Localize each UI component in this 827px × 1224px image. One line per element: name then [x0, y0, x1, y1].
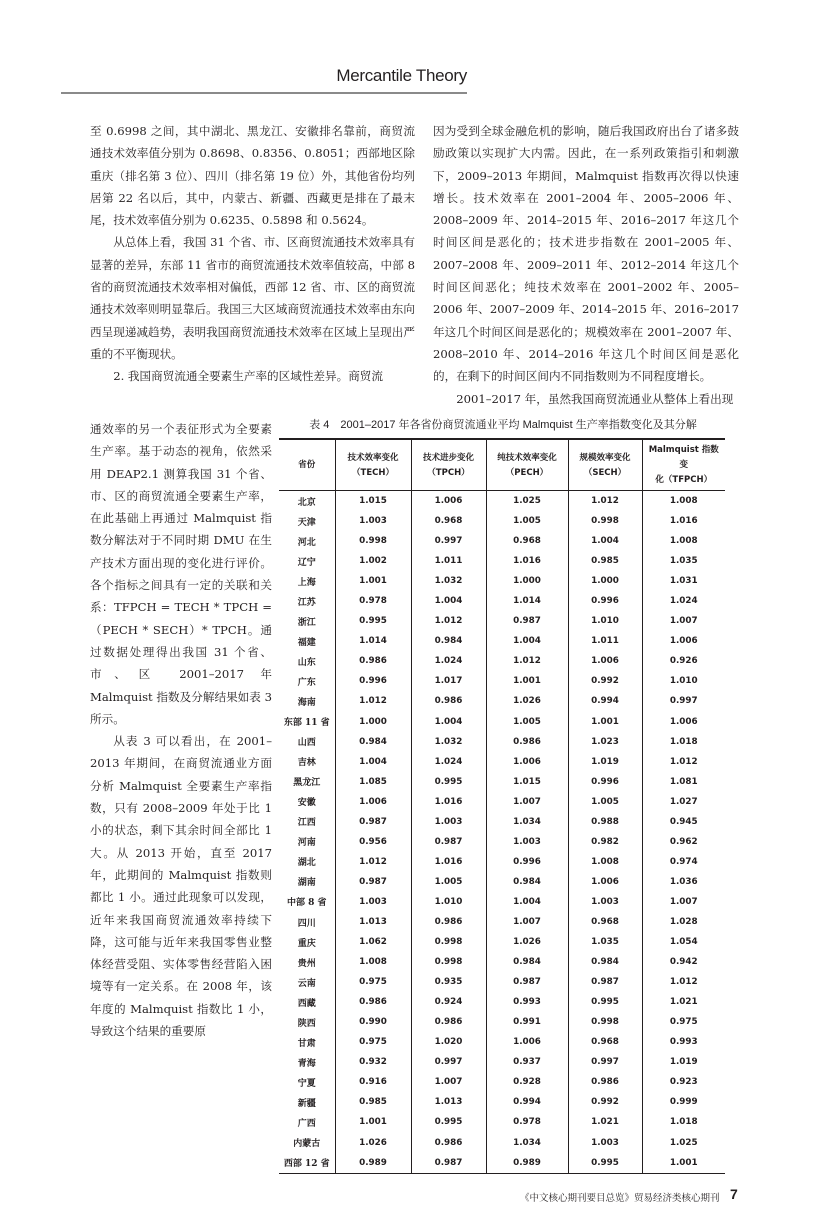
- table-row: [279, 772, 725, 792]
- value-cell: 0.989: [486, 1153, 568, 1174]
- value-cell: 1.025: [642, 1133, 725, 1153]
- value-cell: 1.016: [486, 551, 568, 571]
- province-cell: 云南: [297, 978, 316, 989]
- value-cell: 1.006: [568, 872, 642, 892]
- table-row: [279, 1092, 725, 1112]
- province-cell: 西藏: [297, 998, 316, 1009]
- value-cell: 0.986: [411, 691, 486, 711]
- table-row: [279, 1133, 725, 1153]
- value-cell: 1.003: [568, 892, 642, 912]
- table-row: [279, 571, 725, 591]
- value-cell: 1.006: [568, 651, 642, 671]
- value-cell: 0.945: [642, 812, 725, 832]
- value-cell: 1.006: [411, 491, 486, 512]
- value-cell: 1.004: [568, 531, 642, 551]
- value-cell: 1.006: [642, 712, 725, 732]
- value-cell: 1.002: [335, 551, 411, 571]
- table-row: [279, 1153, 725, 1174]
- value-cell: 1.081: [642, 772, 725, 792]
- paragraph: 从总体上看，我国 31 个省、市、区商贸流通技术效率具有显著的差异，东部 11 省市的商贸流通技术效率值较高，中部 8 省的商贸流通技术效率相对偏低，西部 12 省、市、区的商贸流通技术效率则明显靠后。我国三大区域商贸流通技术效率由东向西呈现递减趋势，表明我国商贸流通技术效率在区域上呈现出严重的不平衡现状。: [90, 235, 415, 361]
- value-cell: 1.007: [486, 912, 568, 932]
- province-cell: 新疆: [297, 1098, 316, 1109]
- table-row: [279, 992, 725, 1012]
- value-cell: 0.996: [486, 852, 568, 872]
- province-cell: 上海: [297, 577, 316, 588]
- header-subtext: （SECH）: [583, 467, 627, 478]
- table-row: [279, 732, 725, 752]
- value-cell: 1.026: [486, 932, 568, 952]
- value-cell: 1.025: [486, 491, 568, 512]
- value-cell: 0.995: [411, 1112, 486, 1132]
- value-cell: 0.975: [335, 972, 411, 992]
- value-cell: 1.000: [335, 712, 411, 732]
- value-cell: 1.034: [486, 1133, 568, 1153]
- province-cell: 内蒙古: [293, 1139, 321, 1150]
- value-cell: 0.916: [335, 1072, 411, 1092]
- header-sech: [568, 439, 642, 491]
- table-row: [279, 752, 725, 772]
- province-cell: 湖南: [297, 878, 316, 889]
- running-header: [61, 66, 467, 94]
- value-cell: 0.994: [568, 691, 642, 711]
- value-cell: 1.003: [568, 1133, 642, 1153]
- value-cell: 0.984: [568, 952, 642, 972]
- value-cell: 0.988: [568, 812, 642, 832]
- value-cell: 0.975: [335, 1032, 411, 1052]
- value-cell: 0.992: [568, 1092, 642, 1112]
- value-cell: 1.020: [411, 1032, 486, 1052]
- header-text: Malmquist 指数变: [648, 445, 719, 470]
- right-column-body: [433, 120, 739, 410]
- header-subtext: （TECH）: [352, 467, 394, 478]
- province-cell: 山西: [297, 738, 316, 749]
- province-cell: 中部 8 省: [286, 898, 327, 909]
- province-cell: 天津: [297, 517, 316, 528]
- value-cell: 0.990: [335, 1012, 411, 1032]
- province-cell: 青海: [297, 1058, 316, 1069]
- value-cell: 1.021: [568, 1112, 642, 1132]
- value-cell: 0.942: [642, 952, 725, 972]
- footer-journal-note: 《中文核心期刊要目总览》贸易经济类核心期刊: [520, 1193, 720, 1204]
- value-cell: 1.015: [486, 772, 568, 792]
- value-cell: 0.935: [411, 972, 486, 992]
- value-cell: 1.007: [642, 611, 725, 631]
- value-cell: 1.001: [335, 1112, 411, 1132]
- value-cell: 0.997: [411, 531, 486, 551]
- table-row: [279, 852, 725, 872]
- table-row: [279, 531, 725, 551]
- value-cell: 1.011: [411, 551, 486, 571]
- value-cell: 0.987: [486, 972, 568, 992]
- value-cell: 1.003: [486, 832, 568, 852]
- paragraph: 2001–2017 年，虽然我国商贸流通业从整体上看出现: [456, 391, 734, 406]
- value-cell: 1.014: [335, 631, 411, 651]
- table-row: [279, 972, 725, 992]
- value-cell: 0.985: [568, 551, 642, 571]
- value-cell: 1.054: [642, 932, 725, 952]
- value-cell: 0.926: [642, 651, 725, 671]
- value-cell: 1.007: [642, 892, 725, 912]
- value-cell: 1.016: [411, 852, 486, 872]
- value-cell: 1.006: [335, 792, 411, 812]
- section-heading-paragraph: 2. 我国商贸流通全要素生产率的区域性差异。商贸流: [113, 369, 383, 384]
- value-cell: 0.987: [568, 972, 642, 992]
- province-cell: 广东: [297, 677, 316, 688]
- table-row: [279, 832, 725, 852]
- value-cell: 0.982: [568, 832, 642, 852]
- value-cell: 0.956: [335, 832, 411, 852]
- value-cell: 1.008: [568, 852, 642, 872]
- value-cell: 1.085: [335, 772, 411, 792]
- province-cell: 海南: [297, 697, 316, 708]
- value-cell: 1.005: [568, 792, 642, 812]
- table-row: [279, 1012, 725, 1032]
- value-cell: 1.016: [642, 511, 725, 531]
- table-header-row: [279, 439, 725, 491]
- value-cell: 1.026: [486, 691, 568, 711]
- value-cell: 0.997: [411, 1052, 486, 1072]
- table-row: [279, 792, 725, 812]
- value-cell: 0.923: [642, 1072, 725, 1092]
- value-cell: 1.012: [411, 611, 486, 631]
- value-cell: 1.011: [568, 631, 642, 651]
- province-cell: 江苏: [297, 597, 316, 608]
- province-cell: 东部 11 省: [283, 718, 330, 729]
- table-row: [279, 631, 725, 651]
- value-cell: 1.024: [642, 591, 725, 611]
- value-cell: 1.027: [642, 792, 725, 812]
- value-cell: 0.995: [568, 992, 642, 1012]
- value-cell: 1.004: [486, 892, 568, 912]
- table-row: [279, 952, 725, 972]
- value-cell: 1.026: [335, 1133, 411, 1153]
- table-row: [279, 1112, 725, 1132]
- value-cell: 0.997: [568, 1052, 642, 1072]
- value-cell: 1.034: [486, 812, 568, 832]
- header-tech: [335, 439, 411, 491]
- malmquist-table: [279, 438, 725, 1174]
- province-cell: 四川: [297, 918, 316, 929]
- value-cell: 1.028: [642, 912, 725, 932]
- value-cell: 1.023: [568, 732, 642, 752]
- header-text: 省份: [298, 460, 316, 470]
- paragraph: 至 0.6998 之间，其中湖北、黑龙江、安徽排名靠前，商贸流通技术效率值分别为 0.8698、0.8356、0.8051；西部地区除重庆（排名第 3 位）、四川（排名第 19 位）外，其他省份均列居第 22 名以后，其中，内蒙古、新疆、西藏更是排在了最末尾，技术效率值分别为 0.6235、0.5898 和 0.5624。: [90, 124, 415, 228]
- table-row: [279, 912, 725, 932]
- value-cell: 1.018: [642, 1112, 725, 1132]
- table-row: [279, 551, 725, 571]
- value-cell: 0.998: [411, 952, 486, 972]
- value-cell: 0.985: [335, 1092, 411, 1112]
- value-cell: 1.010: [642, 671, 725, 691]
- value-cell: 1.001: [642, 1153, 725, 1174]
- paragraph: 从表 3 可以看出，在 2001–2013 年期间，在商贸流通业方面分析 Malmquist 全要素生产率指数，只有 2008–2009 年处于比 1 小的状态，剩下其余时间全部比 1 大。从 2013 开始，直至 2017 年，此期间的 Malmquist 指数则都比 1 小。通过此现象可以发现，近年来我国商贸流通效率持续下降，这可能与近年来我国零售业整体经营受阻、实体零售经营陷入困境等有一定关系。在 2008 年，该年度的 Malmquist 指数比 1 小，导致这个结果的重要原: [90, 734, 272, 1039]
- value-cell: 1.000: [568, 571, 642, 591]
- table-row: [279, 892, 725, 912]
- value-cell: 0.986: [335, 992, 411, 1012]
- value-cell: 1.005: [486, 712, 568, 732]
- value-cell: 1.031: [642, 571, 725, 591]
- table-row: [279, 691, 725, 711]
- header-subtext: （PECH）: [505, 467, 549, 478]
- province-cell: 西部 12 省: [279, 1153, 335, 1174]
- table-row: [279, 1052, 725, 1072]
- value-cell: 0.996: [568, 591, 642, 611]
- value-cell: 0.989: [335, 1153, 411, 1174]
- value-cell: 1.000: [486, 571, 568, 591]
- province-cell: 重庆: [297, 938, 316, 949]
- value-cell: 0.991: [486, 1012, 568, 1032]
- value-cell: 1.003: [335, 892, 411, 912]
- value-cell: 1.005: [411, 872, 486, 892]
- value-cell: 1.032: [411, 732, 486, 752]
- province-cell: 黑龙江: [293, 778, 321, 789]
- paragraph: 因为受到全球金融危机的影响，随后我国政府出台了诸多鼓励政策以实现扩大内需。因此，在一系列政策指引和刺激下，2009–2013 年期间，Malmquist 指数再次得以快速增长。技术效率在 2001–2004 年、2005–2006 年、2008–2009 年、2014–2015 年、2016–2017 年这几个时间区间是恶化的；技术进步指数在 2001–2005 年、2007–2008 年、2009–2011 年、2012–2014 年这几个时间区间恶化；纯技术效率在 2001–2002 年、2005–2006 年、2007–2009 年、2014–2015 年、2016–2017 年这几个时间区间是恶化的；规模效率在 2001–2007 年、2008–2010 年、2014–2016 年这几个时间区间是恶化的，在剩下的时间区间内不同指数则为不同程度增长。: [433, 124, 739, 384]
- paragraph: 通效率的另一个表征形式为全要素生产率。基于动态的视角，依然采用 DEAP2.1 测算我国 31 个省、市、区的商贸流通全要素生产率，在此基础上再通过 Malmquist 指数分解法对于不同时期 DMU 在生产技术方面出现的变化进行评价。各个指标之间具有一定的关联和关系：TFPCH = TECH * TPCH =（PECH * SECH）* TPCH。通过数据处理得出我国 31 个省、市、区 2001–2017 年 Malmquist 指数及分解结果如表 3 所示。: [90, 422, 272, 726]
- header-tpch: [411, 439, 486, 491]
- value-cell: 0.998: [411, 932, 486, 952]
- value-cell: 0.992: [568, 671, 642, 691]
- value-cell: 1.017: [411, 671, 486, 691]
- table-row: [279, 872, 725, 892]
- province-cell: 湖北: [297, 858, 316, 869]
- header-text: 技术效率变化: [347, 452, 399, 463]
- province-cell: 浙江: [297, 617, 316, 628]
- value-cell: 0.978: [486, 1112, 568, 1132]
- province-cell: 江西: [297, 818, 316, 829]
- value-cell: 0.994: [486, 1092, 568, 1112]
- value-cell: 0.998: [568, 511, 642, 531]
- value-cell: 1.005: [486, 511, 568, 531]
- value-cell: 1.006: [486, 1032, 568, 1052]
- value-cell: 1.010: [568, 611, 642, 631]
- table-row: [279, 591, 725, 611]
- value-cell: 0.962: [642, 832, 725, 852]
- value-cell: 1.012: [568, 491, 642, 512]
- header-text: 技术进步变化: [422, 452, 474, 463]
- value-cell: 1.007: [486, 792, 568, 812]
- value-cell: 1.014: [486, 591, 568, 611]
- value-cell: 1.003: [335, 511, 411, 531]
- province-cell: 河北: [297, 537, 316, 548]
- table-body: [279, 491, 725, 1174]
- value-cell: 1.001: [486, 671, 568, 691]
- value-cell: 0.987: [411, 832, 486, 852]
- province-cell: 吉林: [297, 758, 316, 769]
- table-row: [279, 812, 725, 832]
- value-cell: 1.062: [335, 932, 411, 952]
- value-cell: 0.986: [486, 732, 568, 752]
- value-cell: 1.006: [642, 631, 725, 651]
- value-cell: 1.019: [568, 752, 642, 772]
- left-column-body: [90, 120, 415, 388]
- value-cell: 1.021: [642, 992, 725, 1012]
- value-cell: 0.987: [411, 1153, 486, 1174]
- header-subtext: （TPCH）: [427, 467, 470, 478]
- value-cell: 1.006: [486, 752, 568, 772]
- table-row: [279, 671, 725, 691]
- value-cell: 1.024: [411, 651, 486, 671]
- value-cell: 0.984: [486, 952, 568, 972]
- value-cell: 1.012: [335, 852, 411, 872]
- value-cell: 1.013: [411, 1092, 486, 1112]
- value-cell: 0.993: [486, 992, 568, 1012]
- value-cell: 1.001: [568, 712, 642, 732]
- header-text: 规模效率变化: [579, 452, 631, 463]
- value-cell: 0.987: [335, 872, 411, 892]
- value-cell: 1.008: [642, 491, 725, 512]
- value-cell: 0.932: [335, 1052, 411, 1072]
- value-cell: 0.975: [642, 1012, 725, 1032]
- value-cell: 1.013: [335, 912, 411, 932]
- value-cell: 1.012: [335, 691, 411, 711]
- table-row: [279, 712, 725, 732]
- value-cell: 0.995: [411, 772, 486, 792]
- value-cell: 1.012: [642, 752, 725, 772]
- page-number: 7: [730, 1186, 738, 1202]
- value-cell: 1.019: [642, 1052, 725, 1072]
- province-cell: 安徽: [297, 798, 316, 809]
- value-cell: 0.968: [568, 912, 642, 932]
- value-cell: 0.984: [486, 872, 568, 892]
- value-cell: 1.008: [642, 531, 725, 551]
- table-row: [279, 932, 725, 952]
- value-cell: 1.036: [642, 872, 725, 892]
- value-cell: 0.987: [335, 812, 411, 832]
- journal-section-title: Mercantile Theory: [336, 66, 467, 85]
- value-cell: 0.986: [568, 1072, 642, 1092]
- province-cell: 山东: [297, 657, 316, 668]
- province-cell: 广西: [297, 1118, 316, 1129]
- table-row: [279, 511, 725, 531]
- province-cell: 河南: [297, 838, 316, 849]
- province-cell: 北京: [297, 497, 316, 508]
- province-cell: 贵州: [297, 958, 316, 969]
- value-cell: 1.008: [335, 952, 411, 972]
- value-cell: 0.968: [486, 531, 568, 551]
- value-cell: 1.012: [642, 972, 725, 992]
- value-cell: 0.986: [411, 1012, 486, 1032]
- value-cell: 1.032: [411, 571, 486, 591]
- value-cell: 0.984: [411, 631, 486, 651]
- value-cell: 0.937: [486, 1052, 568, 1072]
- value-cell: 0.924: [411, 992, 486, 1012]
- value-cell: 0.996: [335, 671, 411, 691]
- value-cell: 0.968: [568, 1032, 642, 1052]
- value-cell: 0.984: [335, 732, 411, 752]
- value-cell: 0.987: [486, 611, 568, 631]
- table-caption: 表 4 2001–2017 年各省份商贸流通业平均 Malmquist 生产率指数变化及其分解: [309, 419, 697, 431]
- value-cell: 0.986: [411, 912, 486, 932]
- value-cell: 0.993: [642, 1032, 725, 1052]
- left-narrow-column-body: [90, 418, 272, 1042]
- table-row: [279, 651, 725, 671]
- value-cell: 0.998: [568, 1012, 642, 1032]
- value-cell: 0.978: [335, 591, 411, 611]
- header-tfpch: [642, 439, 725, 491]
- value-cell: 0.998: [335, 531, 411, 551]
- province-cell: 陕西: [297, 1018, 316, 1029]
- value-cell: 1.035: [568, 932, 642, 952]
- value-cell: 1.035: [642, 551, 725, 571]
- value-cell: 0.968: [411, 511, 486, 531]
- value-cell: 0.986: [411, 1133, 486, 1153]
- value-cell: 0.974: [642, 852, 725, 872]
- value-cell: 1.016: [411, 792, 486, 812]
- value-cell: 1.018: [642, 732, 725, 752]
- value-cell: 0.986: [335, 651, 411, 671]
- value-cell: 1.004: [335, 752, 411, 772]
- header-province: [279, 439, 335, 491]
- value-cell: 0.928: [486, 1072, 568, 1092]
- table-row: [279, 491, 725, 512]
- value-cell: 1.015: [335, 491, 411, 512]
- value-cell: 0.997: [642, 691, 725, 711]
- table-row: [279, 1032, 725, 1052]
- header-subtext: 化（TFPCH）: [655, 475, 713, 485]
- value-cell: 0.999: [642, 1092, 725, 1112]
- value-cell: 1.003: [411, 812, 486, 832]
- value-cell: 1.007: [411, 1072, 486, 1092]
- table-row: [279, 1072, 725, 1092]
- table-row: [279, 611, 725, 631]
- header-text: 纯技术效率变化: [497, 452, 557, 463]
- value-cell: 1.004: [486, 631, 568, 651]
- value-cell: 1.004: [411, 712, 486, 732]
- value-cell: 1.001: [335, 571, 411, 591]
- province-cell: 宁夏: [297, 1078, 316, 1089]
- value-cell: 1.004: [411, 591, 486, 611]
- value-cell: 0.995: [335, 611, 411, 631]
- value-cell: 0.996: [568, 772, 642, 792]
- value-cell: 1.024: [411, 752, 486, 772]
- province-cell: 福建: [297, 637, 316, 648]
- value-cell: 1.012: [486, 651, 568, 671]
- value-cell: 1.010: [411, 892, 486, 912]
- province-cell: 甘肃: [297, 1038, 316, 1049]
- value-cell: 0.995: [568, 1153, 642, 1174]
- province-cell: 辽宁: [297, 557, 316, 568]
- header-pech: [486, 439, 568, 491]
